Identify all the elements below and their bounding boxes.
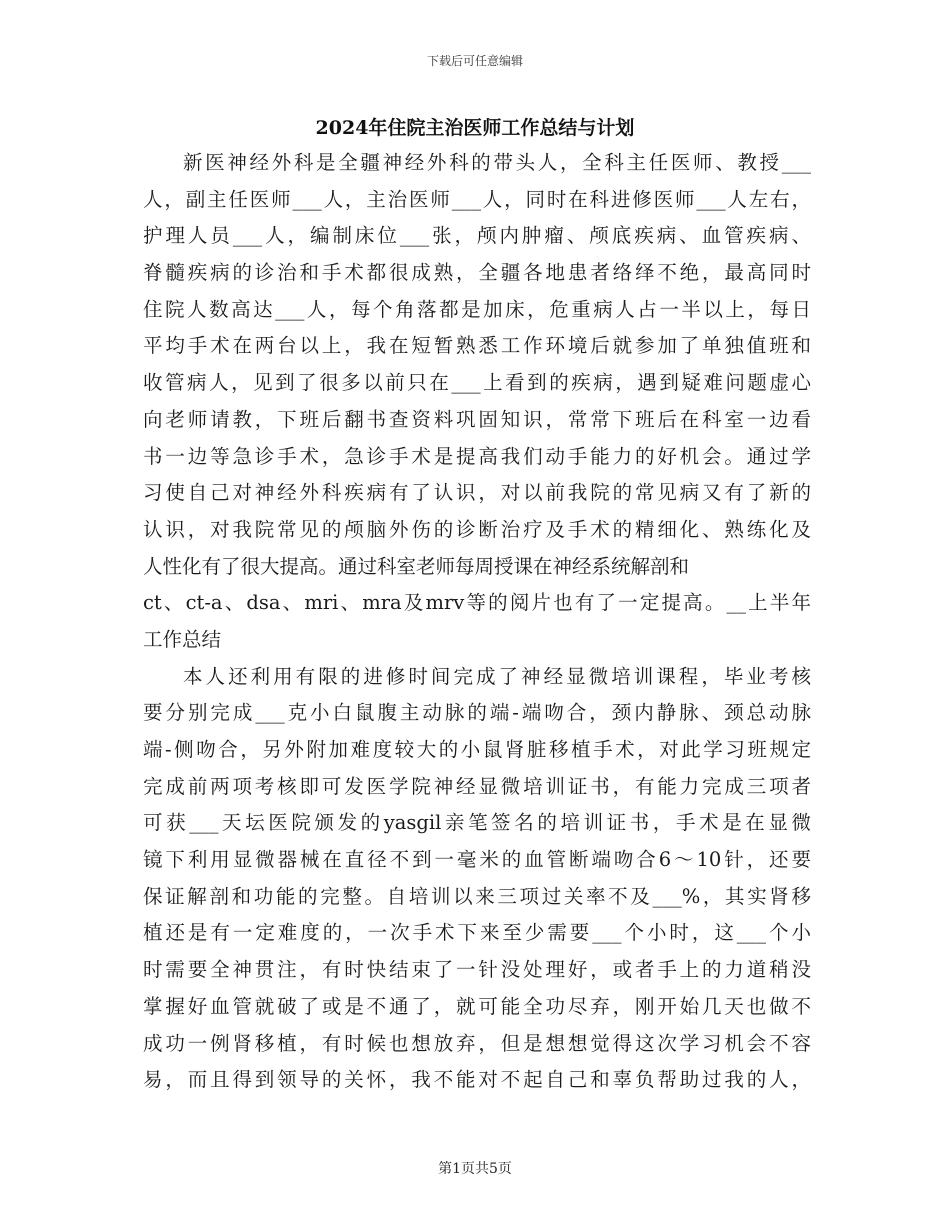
text-line: 保证解剖和功能的完整。自培训以来三项过关率不及___%，其实肾移 <box>143 884 811 908</box>
text-line: 本人还利用有限的进修时间完成了神经显微培训课程，毕业考核 <box>183 664 811 688</box>
text-line: 成功一例肾移植，有时候也想放弃，但是想想觉得这次学习机会不容 <box>143 1031 811 1055</box>
text-line: 新医神经外科是全疆神经外科的带头人，全科主任医师、教授___ <box>183 151 811 174</box>
text-line: 完成前两项考核即可发医学院神经显微培训证书，有能力完成三项者 <box>143 774 811 798</box>
text-line: 植还是有一定难度的，一次手术下来至少需要___个小时，这___个小 <box>143 921 811 945</box>
text-line: 收管病人，见到了很多以前只在___上看到的疾病，遇到疑难问题虚心 <box>143 371 811 395</box>
text-line: 镜下利用显微器械在直径不到一毫米的血管断端吻合6～10针，还要 <box>143 848 811 872</box>
paragraph-2 <box>143 659 811 1099</box>
text-line: 端-侧吻合，另外附加难度较大的小鼠肾脏移植手术，对此学习班规定 <box>143 738 811 761</box>
text-line: 掌握好血管就破了或是不通了，就可能全功尽弃，刚开始几天也做不 <box>143 994 811 1018</box>
text-line: 书一边等急诊手术，急诊手术是提高我们动手能力的好机会。通过学 <box>143 444 811 468</box>
text-line: 住院人数高达___人，每个角落都是加床，危重病人占一半以上，每日 <box>143 297 811 321</box>
text-line: 人，副主任医师___人，主治医师___人，同时在科进修医师___人左右， <box>143 187 811 211</box>
document-title: 2024年住院主治医师工作总结与计划 <box>315 117 635 139</box>
text-line: 时需要全神贯注，有时快结束了一针没处理好，或者手上的力道稍没 <box>143 958 811 982</box>
text-line: ct、ct-a、dsa、mri、mra及mrv等的阅片也有了一定提高。__上半年 <box>143 591 811 615</box>
text-line: 工作总结 <box>143 627 222 651</box>
header-note: 下载后可任意编辑 <box>426 54 523 68</box>
text-line: 习使自己对神经外科疾病有了认识，对以前我院的常见病又有了新的 <box>143 481 811 505</box>
text-line: 脊髓疾病的诊治和手术都很成熟，全疆各地患者络绎不绝，最高同时 <box>143 261 811 285</box>
text-line: 要分别完成___克小白鼠腹主动脉的端-端吻合，颈内静脉、颈总动脉 <box>143 701 811 725</box>
paragraph-1 <box>143 145 811 659</box>
document-body <box>143 145 811 1099</box>
text-line: 认识，对我院常见的颅脑外伤的诊断治疗及手术的精细化、熟练化及 <box>143 517 811 541</box>
text-line: 平均手术在两台以上，我在短暂熟悉工作环境后就参加了单独值班和 <box>143 334 811 358</box>
text-line: 向老师请教，下班后翻书查资料巩固知识，常常下班后在科室一边看 <box>143 407 811 431</box>
text-line: 易，而且得到领导的关怀，我不能对不起自己和辜负帮助过我的人， <box>143 1068 811 1092</box>
text-line: 人性化有了很大提高。通过科室老师每周授课在神经系统解剖和 <box>143 554 690 578</box>
text-line: 可获___天坛医院颁发的yasgil亲笔签名的培训证书，手术是在显微 <box>143 811 811 835</box>
page-number: 第1页共5页 <box>438 1161 512 1177</box>
text-line: 护理人员___人，编制床位___张，颅内肿瘤、颅底疾病、血管疾病、 <box>143 224 811 248</box>
